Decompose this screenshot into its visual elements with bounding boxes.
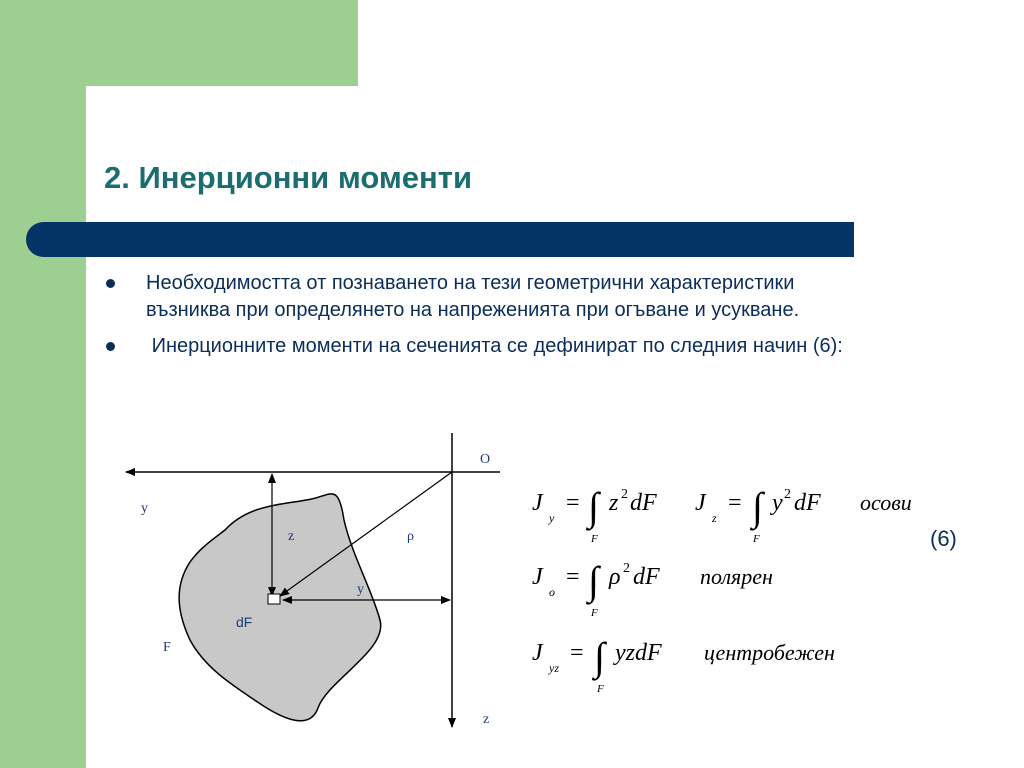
formula-equals: = xyxy=(728,490,742,516)
formula-subscript: z xyxy=(712,511,717,525)
formula-subscript: o xyxy=(549,585,555,599)
y-axis-label: y xyxy=(141,501,148,516)
formula-j-symbol: J xyxy=(532,490,543,516)
formula-equals: = xyxy=(570,640,584,666)
integral-icon: ∫ xyxy=(752,484,763,529)
formula-dF: dF xyxy=(630,490,657,516)
formula-dF: dF xyxy=(794,490,821,516)
formula-j-symbol: J xyxy=(695,490,706,516)
formula-power: 2 xyxy=(623,561,630,576)
integral-limit: F xyxy=(753,533,760,545)
formula-body: z xyxy=(609,490,619,516)
integral-icon: ∫ xyxy=(594,634,605,679)
formula-dF: dF xyxy=(633,564,660,590)
equation-number: (6) xyxy=(930,526,957,551)
formula-body: ρ xyxy=(609,564,621,590)
rho-label: ρ xyxy=(407,529,414,544)
axial-moments-word: осови xyxy=(860,490,912,515)
formula-equals: = xyxy=(566,564,580,590)
formula-power: 2 xyxy=(784,487,791,502)
cross-section-shape xyxy=(179,494,381,721)
slide-title: 2. Инерционни моменти xyxy=(104,160,473,195)
formula-j-symbol: J xyxy=(532,564,543,590)
centrifugal-moment-word: центробежен xyxy=(704,640,835,665)
element-label: dF xyxy=(236,614,253,630)
formula-body: y xyxy=(772,490,783,516)
bullet-text: Инерционните моменти на сеченията се дефинират по следния начин (6): xyxy=(146,335,843,357)
formula-body: yzdF xyxy=(615,640,662,666)
z-axis-label: z xyxy=(483,712,490,727)
formula-power: 2 xyxy=(621,487,628,502)
integral-limit: F xyxy=(591,533,598,545)
area-element-dF xyxy=(268,594,280,604)
formula-j-symbol: J xyxy=(532,640,543,666)
z-dimension-label: z xyxy=(288,529,295,544)
integral-limit: F xyxy=(591,607,598,619)
integral-icon: ∫ xyxy=(588,484,599,529)
area-label: F xyxy=(163,640,171,655)
polar-moment-word: полярен xyxy=(700,564,773,589)
formula-jyz xyxy=(532,634,662,695)
bullet-text: Необходимостта от познаването на тези геометрични характеристики възниква при определянето на напреженията при огъване и усукване. xyxy=(146,272,800,321)
integral-icon: ∫ xyxy=(588,558,599,603)
formula-jz xyxy=(695,484,821,545)
formula-subscript: yz xyxy=(549,661,559,675)
formula-jy xyxy=(532,484,657,545)
formula-equals: = xyxy=(566,490,580,516)
y-dimension-label: y xyxy=(357,582,364,597)
integral-limit: F xyxy=(597,683,604,695)
formula-jo xyxy=(532,558,660,619)
origin-label: O xyxy=(480,452,491,467)
formula-subscript: y xyxy=(549,511,555,525)
